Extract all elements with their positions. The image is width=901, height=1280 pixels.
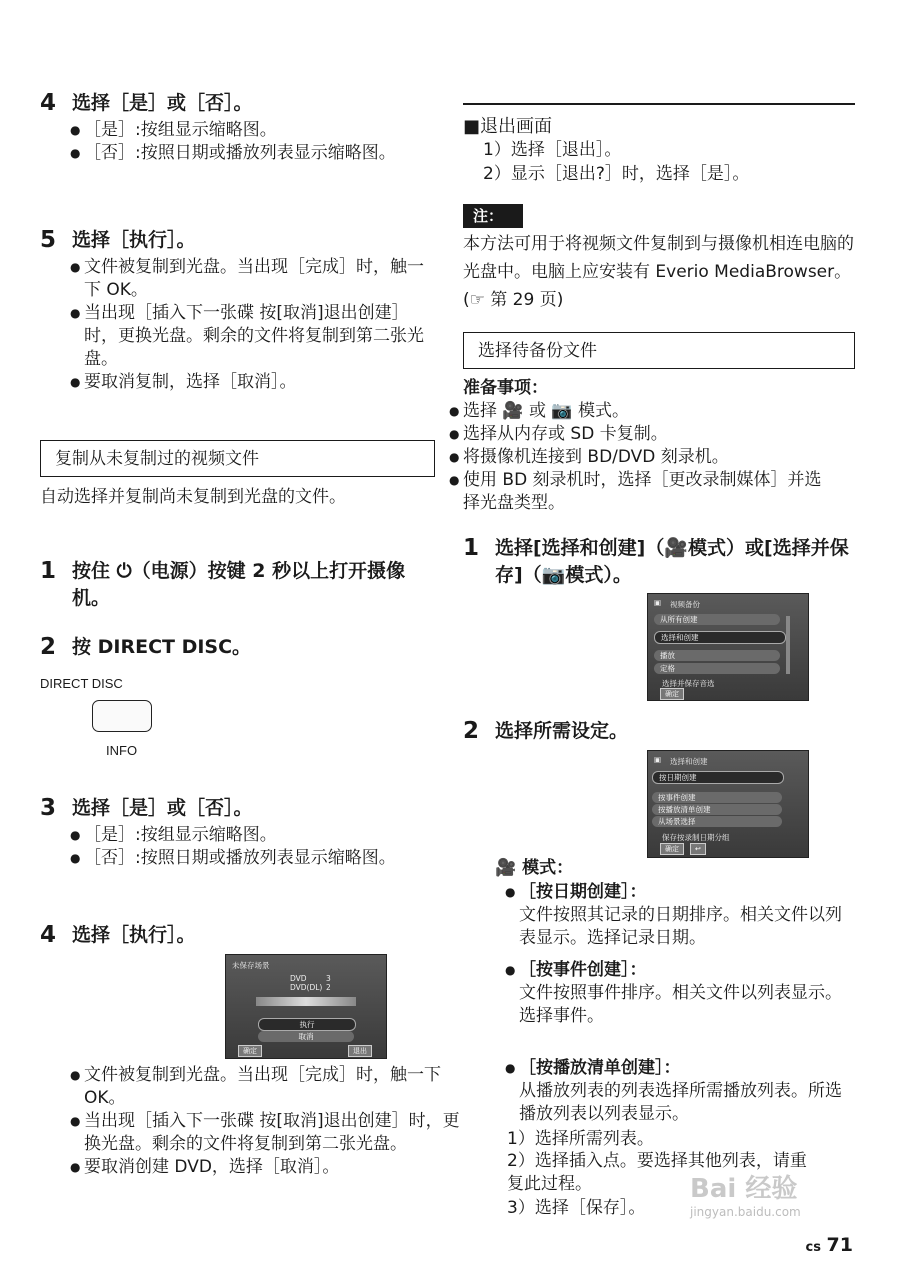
menu-item-create-all[interactable]: 从所有创建 <box>654 614 780 625</box>
menu-item-still[interactable]: 定格 <box>654 663 780 674</box>
mode-item-title: ● ［按日期创建］： <box>507 880 847 904</box>
mode-item-title: ● ［按事件创建］： <box>507 958 847 982</box>
step-title: 选择[选择和创建]（🎥模式）或[选择并保存]（📷模式）。 <box>495 537 849 586</box>
screen-video-backup <box>647 593 809 701</box>
prep-list <box>451 400 831 515</box>
ok-button[interactable]: 确定 <box>660 688 684 700</box>
direct-disc-button-icon <box>92 700 152 732</box>
list-item: ● ［否］:按照日期或播放列表显示缩略图。 <box>72 142 435 165</box>
screen-title: 选择和创建 <box>670 757 708 766</box>
execute-button[interactable]: 执行 <box>258 1018 356 1031</box>
section-description: 自动选择并复制尚未复制到光盘的文件。 <box>40 487 346 507</box>
menu-item-select-create[interactable]: 选择和创建 <box>654 631 786 644</box>
mode-item-title: ● ［按播放清单创建］： <box>507 1056 847 1080</box>
list-item: ● 要取消创建 DVD，选择［取消］。 <box>72 1156 467 1179</box>
dvd-value: 3 <box>326 974 331 983</box>
note-badge: 注： <box>463 204 523 228</box>
sub-step-2: 2）选择插入点。要选择其他列表，请重复此过程。 <box>507 1151 807 1194</box>
step-number: 4 <box>40 922 57 948</box>
list-item: ● 当出现［插入下一张碟 按[取消]退出创建］时，更换光盘。剩余的文件将复制到第二张光盘。 <box>72 1110 467 1156</box>
step-number: 2 <box>463 718 480 744</box>
dvddl-value: 2 <box>326 983 331 992</box>
mode-item-desc: 文件按照事件排序。相关文件以列表显示。 选择事件。 <box>519 983 842 1026</box>
ok-button[interactable]: 确定 <box>660 843 684 855</box>
step-number: 5 <box>40 227 57 253</box>
video-icon: ▣ <box>654 598 662 607</box>
screen-select-create <box>647 750 809 858</box>
video-icon: ▣ <box>654 755 662 764</box>
scrollbar[interactable] <box>786 616 790 674</box>
dvd-label: DVD <box>290 974 307 983</box>
back-icon[interactable]: ↩ <box>690 843 706 855</box>
exit-button[interactable]: 退出 <box>348 1045 372 1057</box>
menu-item-by-date[interactable]: 按日期创建 <box>652 771 784 784</box>
note-text: 本方法可用于将视频文件复制到与摄像机相连电脑的光盘中。电脑上应安装有 Everio MediaBrowser。(☞ 第 29 页) <box>463 234 854 310</box>
list-item: ● 文件被复制到光盘。当出现［完成］时，触一下 OK。 <box>72 1064 467 1110</box>
language-code: cs <box>805 1240 821 1255</box>
sub-step-1: 1）选择所需列表。 <box>507 1129 654 1149</box>
list-item: ● 要取消复制，选择［取消］。 <box>72 371 435 394</box>
direct-disc-button-figure <box>40 676 160 766</box>
step-title: 选择［执行］。 <box>72 924 196 946</box>
screen-unsaved-scenes <box>225 954 387 1059</box>
mode-item-desc: 文件按照其记录的日期排序。相关文件以列表显示。选择记录日期。 <box>519 905 842 948</box>
step-title: 选择［执行］。 <box>72 229 196 251</box>
list-item: ● 文件被复制到光盘。当出现［完成］时，触一下 OK。 <box>72 256 435 302</box>
step-5-execute <box>40 227 435 394</box>
screen-title: 未保存场景 <box>232 961 270 970</box>
step-4-yes-no <box>40 90 435 165</box>
screen-title: 视频备份 <box>670 600 700 609</box>
step-1-select-create <box>463 535 855 589</box>
watermark-text: Bai 经验 <box>690 1174 798 1204</box>
button-bottom-label: INFO <box>106 743 138 758</box>
list-item: ● 选择 🎥 或 📷 模式。 <box>451 400 831 423</box>
list-item: ● ［是］:按组显示缩略图。 <box>72 119 435 142</box>
screen-footer: 保存按录制日期分组 <box>662 833 730 842</box>
menu-item-by-playlist[interactable]: 按播放清单创建 <box>652 804 782 815</box>
list-item: ● ［是］:按组显示缩略图。 <box>72 824 435 847</box>
exit-step-2: 2）显示［退出?］时，选择［是］。 <box>483 164 750 184</box>
list-item: ● 使用 BD 刻录机时，选择［更改录制媒体］并选择光盘类型。 <box>451 469 831 515</box>
step-2-direct-disc <box>40 634 435 661</box>
step-4-bullets <box>72 1064 467 1179</box>
movie-mode-heading: 🎥 模式： <box>495 858 574 878</box>
mode-item-desc: 从播放列表的列表选择所需播放列表。所选播放列表以列表显示。 <box>519 1081 842 1124</box>
page-number: 71 <box>826 1234 853 1256</box>
step-1-power <box>40 558 435 612</box>
step-number: 1 <box>463 535 480 561</box>
dvddl-label: DVD(DL) <box>290 983 323 992</box>
mode-item-by-event <box>507 958 847 1028</box>
watermark <box>690 1168 860 1219</box>
step-title: 按 DIRECT DISC。 <box>72 636 252 658</box>
list-item: ● 当出现［插入下一张碟 按[取消]退出创建］时，更换光盘。剩余的文件将复制到第二张光盘。 <box>72 302 435 371</box>
step-2-settings <box>463 718 855 745</box>
section-heading-select-files: 选择待备份文件 <box>463 332 855 369</box>
menu-item-by-event[interactable]: 按事件创建 <box>652 792 782 803</box>
watermark-url: jingyan.baidu.com <box>690 1205 801 1219</box>
step-title: 选择［是］或［否］。 <box>72 797 253 819</box>
menu-item-from-scenes[interactable]: 从场景选择 <box>652 816 782 827</box>
mode-item-by-date <box>507 880 847 950</box>
step-title: 按住 ⏻（电源）按键 2 秒以上打开摄像机。 <box>72 560 406 609</box>
cancel-button[interactable]: 取消 <box>258 1031 354 1042</box>
capacity-bar <box>256 997 356 1006</box>
exit-step-1: 1）选择［退出］。 <box>483 140 622 160</box>
step-title: 选择［是］或［否］。 <box>72 92 253 114</box>
step-title: 选择所需设定。 <box>495 720 629 742</box>
step-number: 4 <box>40 90 57 116</box>
step-number: 2 <box>40 634 57 660</box>
page-footer <box>806 1234 853 1256</box>
step-3-yes-no <box>40 795 435 870</box>
prep-title: 准备事项： <box>463 378 548 398</box>
list-item: ● 选择从内存或 SD 卡复制。 <box>451 423 831 446</box>
mode-item-by-playlist <box>507 1056 847 1126</box>
sub-step-3: 3）选择［保存］。 <box>507 1198 646 1218</box>
list-item: ● ［否］:按照日期或播放列表显示缩略图。 <box>72 847 435 870</box>
list-item: ● 将摄像机连接到 BD/DVD 刻录机。 <box>451 446 831 469</box>
button-top-label: DIRECT DISC <box>40 676 123 691</box>
section-heading-copy-unsaved: 复制从未复制过的视频文件 <box>40 440 435 477</box>
exit-screen-title: ■退出画面 <box>463 116 553 137</box>
step-number: 1 <box>40 558 57 584</box>
step-4-execute <box>40 922 435 949</box>
ok-button[interactable]: 确定 <box>238 1045 262 1057</box>
menu-item-play[interactable]: 播放 <box>654 650 780 661</box>
screen-footer: 选择并保存音选 <box>662 679 715 688</box>
top-rule <box>463 103 855 105</box>
step-number: 3 <box>40 795 57 821</box>
